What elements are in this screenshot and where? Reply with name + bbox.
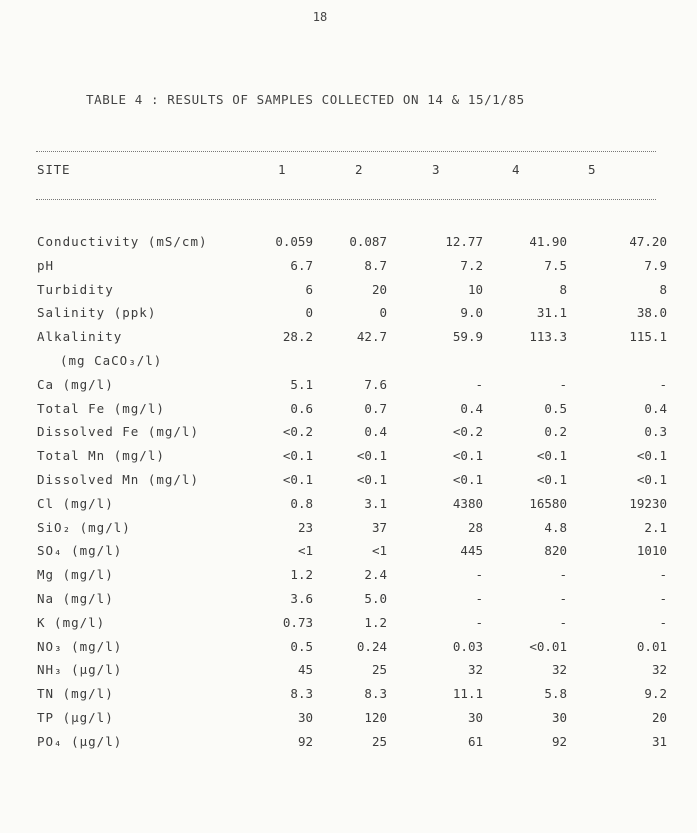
parameter-label: Ca (mg/l) [37, 376, 114, 392]
site-1-value: 3.6 [290, 590, 313, 606]
site-3-value: <0.2 [452, 424, 483, 440]
parameter-label: Total Mn (mg/l) [37, 448, 165, 464]
parameter-label: PO₄ (μg/l) [37, 733, 123, 749]
table-row [0, 470, 697, 494]
parameter-label: pH [37, 257, 55, 273]
parameter-label: Alkalinity [37, 329, 123, 345]
site-4-value: 92 [551, 733, 567, 749]
site-5-value: 7.9 [644, 257, 667, 273]
site-4-value: 16580 [529, 495, 567, 511]
site-5-value: 19230 [629, 495, 667, 511]
site-5-value: 31 [651, 733, 667, 749]
site-4-value: 7.5 [544, 257, 567, 273]
site-2-value: 2.4 [364, 567, 387, 583]
site-3-value: 59.9 [452, 329, 483, 345]
site-5-value: 38.0 [636, 305, 667, 321]
site-4-value: - [559, 376, 567, 392]
site-2-header: 2 [355, 162, 363, 177]
site-5-value: - [659, 567, 667, 583]
table-row [0, 589, 697, 613]
site-4-value: 0.2 [544, 424, 567, 440]
site-3-value: 7.2 [460, 257, 483, 273]
site-2-value: <0.1 [356, 448, 387, 464]
table-row [0, 518, 697, 542]
site-3-value: 10 [467, 281, 483, 297]
site-5-value: 1010 [636, 543, 667, 559]
parameter-label: Cl (mg/l) [37, 495, 114, 511]
site-4-value: 31.1 [536, 305, 567, 321]
table-row [0, 613, 697, 637]
site-4-value: 113.3 [529, 329, 567, 345]
parameter-label: Dissolved Fe (mg/l) [37, 424, 199, 440]
site-1-value: 92 [297, 733, 313, 749]
site-5-value: 0.4 [644, 400, 667, 416]
site-1-value: 6.7 [290, 257, 313, 273]
table-row [0, 280, 697, 304]
site-2-value: 8.3 [364, 686, 387, 702]
site-4-value: 32 [551, 662, 567, 678]
parameter-label: NH₃ (μg/l) [37, 662, 123, 678]
table-row [0, 732, 697, 756]
site-2-value: 42.7 [356, 329, 387, 345]
parameter-label: K (mg/l) [37, 614, 106, 630]
site-1-value: <0.2 [282, 424, 313, 440]
site-5-value: - [659, 376, 667, 392]
site-4-value: 41.90 [529, 234, 567, 249]
site-3-value: - [475, 376, 483, 392]
site-1-value: 0.059 [275, 234, 313, 249]
site-3-value: 30 [467, 709, 483, 725]
site-3-value: 12.77 [445, 234, 483, 249]
page-number: 18 [312, 10, 328, 24]
parameter-label: TP (μg/l) [37, 709, 114, 725]
table-row [0, 660, 697, 684]
site-5-value: 0.01 [636, 638, 667, 654]
site-1-value: 5.1 [290, 376, 313, 392]
site-2-value: 7.6 [364, 376, 387, 392]
site-1-value: <0.1 [282, 471, 313, 487]
site-4-value: <0.01 [529, 638, 567, 654]
site-5-value: 20 [651, 709, 667, 725]
site-3-value: 4380 [452, 495, 483, 511]
site-2-value: 0.7 [364, 400, 387, 416]
table-row [0, 541, 697, 565]
site-1-value: 0.73 [282, 614, 313, 630]
site-4-value: 8 [559, 281, 567, 297]
site-4-value: <0.1 [536, 471, 567, 487]
table-row [0, 565, 697, 589]
site-3-value: - [475, 590, 483, 606]
site-5-value: 9.2 [644, 686, 667, 702]
site-5-value: - [659, 614, 667, 630]
site-2-value: 0.24 [356, 638, 387, 654]
site-1-value: 1.2 [290, 567, 313, 583]
site-4-value: 4.8 [544, 519, 567, 535]
site-4-value: 30 [551, 709, 567, 725]
site-3-value: 32 [467, 662, 483, 678]
site-4-header: 4 [512, 162, 520, 177]
site-2-value: 1.2 [364, 614, 387, 630]
site-3-value: 28 [467, 519, 483, 535]
site-4-value: - [559, 614, 567, 630]
site-4-value: 5.8 [544, 686, 567, 702]
site-2-value: 120 [364, 709, 387, 725]
site-3-value: 61 [467, 733, 483, 749]
table-row [0, 303, 697, 327]
site-2-value: 20 [371, 281, 387, 297]
site-2-value: 25 [371, 662, 387, 678]
table-title: TABLE 4 : RESULTS OF SAMPLES COLLECTED ON 14 & 15/1/85 [86, 92, 525, 107]
site-2-value: 0.4 [364, 424, 387, 440]
table-row [0, 232, 697, 256]
top-rule [36, 151, 656, 152]
site-2-value: <1 [371, 543, 387, 559]
site-1-value: 8.3 [290, 686, 313, 702]
table-row [0, 351, 697, 375]
site-4-value: 0.5 [544, 400, 567, 416]
site-4-value: <0.1 [536, 448, 567, 464]
results-table [0, 232, 697, 756]
site-4-value: - [559, 567, 567, 583]
site-1-value: 0.6 [290, 400, 313, 416]
table-row [0, 422, 697, 446]
site-5-value: 32 [651, 662, 667, 678]
site-2-value: 37 [371, 519, 387, 535]
site-3-value: 0.4 [460, 400, 483, 416]
parameter-label: Na (mg/l) [37, 590, 114, 606]
site-5-value: 2.1 [644, 519, 667, 535]
site-3-value: - [475, 567, 483, 583]
site-4-value: 820 [544, 543, 567, 559]
site-3-value: 9.0 [460, 305, 483, 321]
site-5-header: 5 [588, 162, 596, 177]
table-row [0, 256, 697, 280]
site-5-value: <0.1 [636, 448, 667, 464]
parameter-label: SiO₂ (mg/l) [37, 519, 131, 535]
table-row [0, 708, 697, 732]
site-1-value: 0 [305, 305, 313, 321]
site-2-value: 25 [371, 733, 387, 749]
site-3-value: <0.1 [452, 448, 483, 464]
site-5-value: - [659, 590, 667, 606]
site-1-value: <0.1 [282, 448, 313, 464]
site-2-value: 0 [379, 305, 387, 321]
site-5-value: 47.20 [629, 234, 667, 249]
parameter-label: Total Fe (mg/l) [37, 400, 165, 416]
site-header-label: SITE [37, 162, 71, 177]
site-1-value: 23 [297, 519, 313, 535]
site-1-value: 30 [297, 709, 313, 725]
site-2-value: 3.1 [364, 495, 387, 511]
site-1-value: 28.2 [282, 329, 313, 345]
table-header [0, 162, 697, 180]
parameter-label: NO₃ (mg/l) [37, 638, 123, 654]
parameter-label: (mg CaCO₃/l) [60, 352, 163, 368]
table-row [0, 375, 697, 399]
site-5-value: <0.1 [636, 471, 667, 487]
site-1-value: 45 [297, 662, 313, 678]
site-3-value: 445 [460, 543, 483, 559]
table-row [0, 327, 697, 351]
table-row [0, 637, 697, 661]
site-2-value: 8.7 [364, 257, 387, 273]
site-3-value: 11.1 [452, 686, 483, 702]
site-3-value: 0.03 [452, 638, 483, 654]
table-row [0, 684, 697, 708]
parameter-label: Dissolved Mn (mg/l) [37, 471, 199, 487]
table-row [0, 494, 697, 518]
table-row [0, 399, 697, 423]
site-2-value: 5.0 [364, 590, 387, 606]
parameter-label: TN (mg/l) [37, 686, 114, 702]
site-5-value: 8 [659, 281, 667, 297]
header-rule [36, 199, 656, 200]
parameter-label: Conductivity (mS/cm) [37, 234, 208, 249]
table-row [0, 446, 697, 470]
site-1-value: 6 [305, 281, 313, 297]
site-5-value: 115.1 [629, 329, 667, 345]
site-3-value: - [475, 614, 483, 630]
site-5-value: 0.3 [644, 424, 667, 440]
site-4-value: - [559, 590, 567, 606]
site-1-value: <1 [297, 543, 313, 559]
site-3-header: 3 [432, 162, 440, 177]
site-1-value: 0.8 [290, 495, 313, 511]
parameter-label: SO₄ (mg/l) [37, 543, 123, 559]
parameter-label: Mg (mg/l) [37, 567, 114, 583]
site-2-value: <0.1 [356, 471, 387, 487]
parameter-label: Turbidity [37, 281, 114, 297]
site-2-value: 0.087 [349, 234, 387, 249]
site-3-value: <0.1 [452, 471, 483, 487]
parameter-label: Salinity (ppk) [37, 305, 157, 321]
site-1-header: 1 [278, 162, 286, 177]
site-1-value: 0.5 [290, 638, 313, 654]
